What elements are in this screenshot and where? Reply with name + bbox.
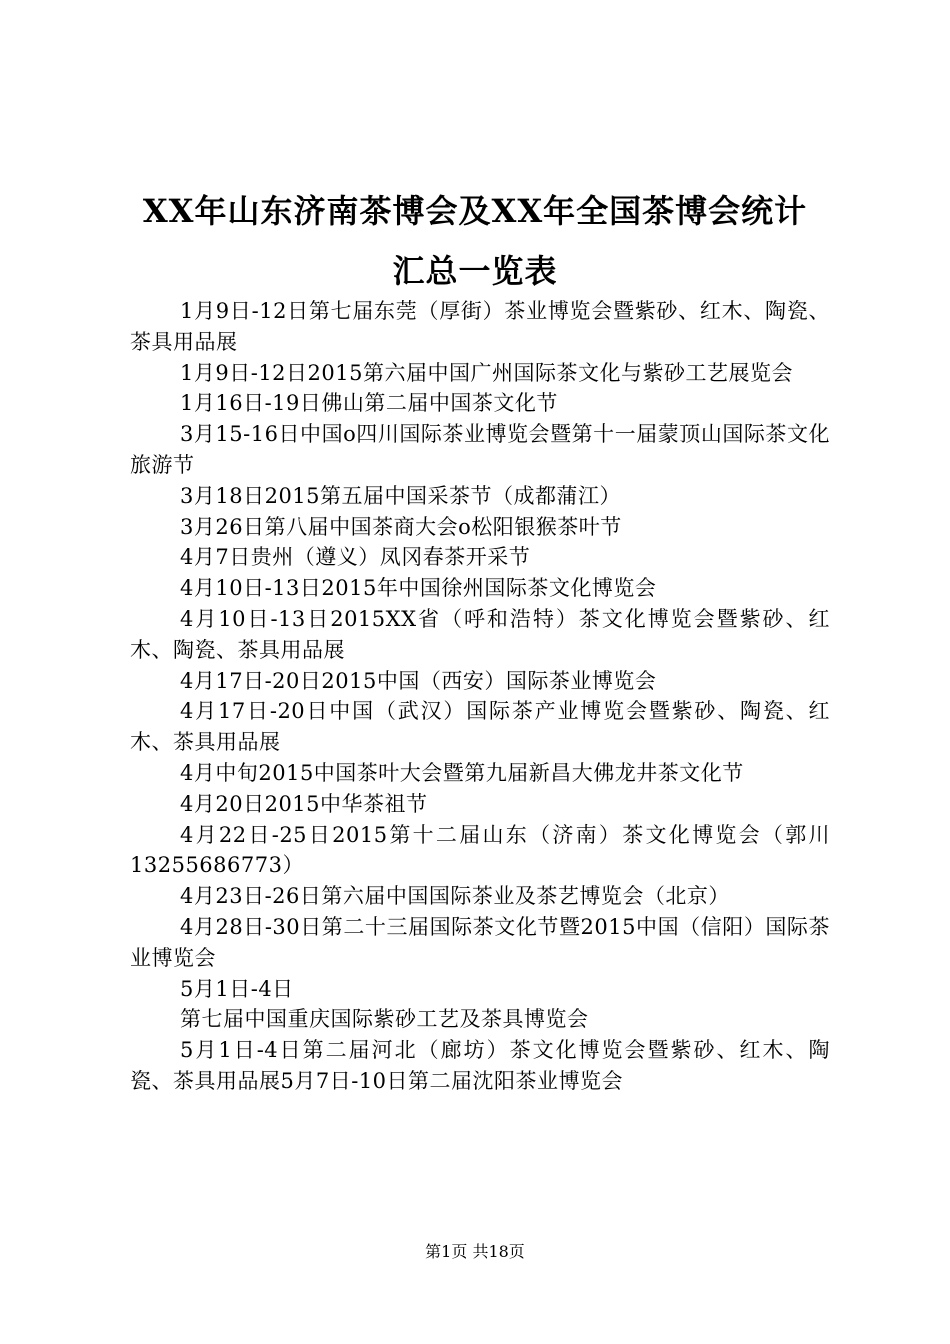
event-paragraph: 3月26日第八届中国茶商大会o松阳银猴茶叶节 [180,514,622,539]
event-paragraph: 5月1日-4日第二届河北（廊坊）茶文化博览会暨紫砂、红木、陶瓷、茶具用品展5月7日-10日第二届沈阳茶业博览会 [130,1038,830,1093]
event-paragraph: 4月10日-13日2015年中国徐州国际茶文化博览会 [180,576,657,601]
document-title-line-2: 汇总一览表 [392,252,558,290]
event-paragraph: 4月20日2015中华茶祖节 [180,791,428,816]
event-paragraph: 3月18日2015第五届中国采茶节（成都蒲江） [180,483,622,508]
document-body [130,296,830,1097]
event-paragraph: 5月1日-4日 [180,976,294,1001]
event-paragraph: 1月9日-12日2015第六届中国广州国际茶文化与紫砂工艺展览会 [180,360,793,385]
event-paragraph: 1月16日-19日佛山第二届中国茶文化节 [180,391,558,416]
event-paragraph: 4月中旬2015中国茶叶大会暨第九届新昌大佛龙井茶文化节 [180,760,744,785]
event-paragraph: 3月15-16日中国o四川国际茶业博览会暨第十一届蒙顶山国际茶文化旅游节 [130,422,830,477]
page-number-footer: 第1页 共18页 [425,1242,525,1261]
event-paragraph: 4月10日-13日2015XX省（呼和浩特）茶文化博览会暨紫砂、红木、陶瓷、茶具用品展 [130,606,830,662]
event-paragraph: 4月28日-30日第二十三届国际茶文化节暨2015中国（信阳）国际茶业博览会 [130,914,830,970]
event-paragraph: 4月17日-20日中国（武汉）国际茶产业博览会暨紫砂、陶瓷、红木、茶具用品展 [130,699,830,755]
event-paragraph: 第七届中国重庆国际紫砂工艺及茶具博览会 [180,1007,589,1032]
document-title-line-1: XX年山东济南茶博会及XX年全国茶博会统计 [142,192,808,230]
event-paragraph: 1月9日-12日第七届东莞（厚街）茶业博览会暨紫砂、红木、陶瓷、茶具用品展 [130,299,830,354]
event-paragraph: 4月23日-26日第六届中国国际茶业及茶艺博览会（北京） [180,884,730,909]
event-paragraph: 4月22日-25日2015第十二届山东（济南）茶文化博览会（郭川13255686773） [130,822,830,878]
event-paragraph: 4月17日-20日2015中国（西安）国际茶业博览会 [180,668,657,693]
event-paragraph: 4月7日贵州（遵义）凤冈春茶开采节 [180,545,531,570]
